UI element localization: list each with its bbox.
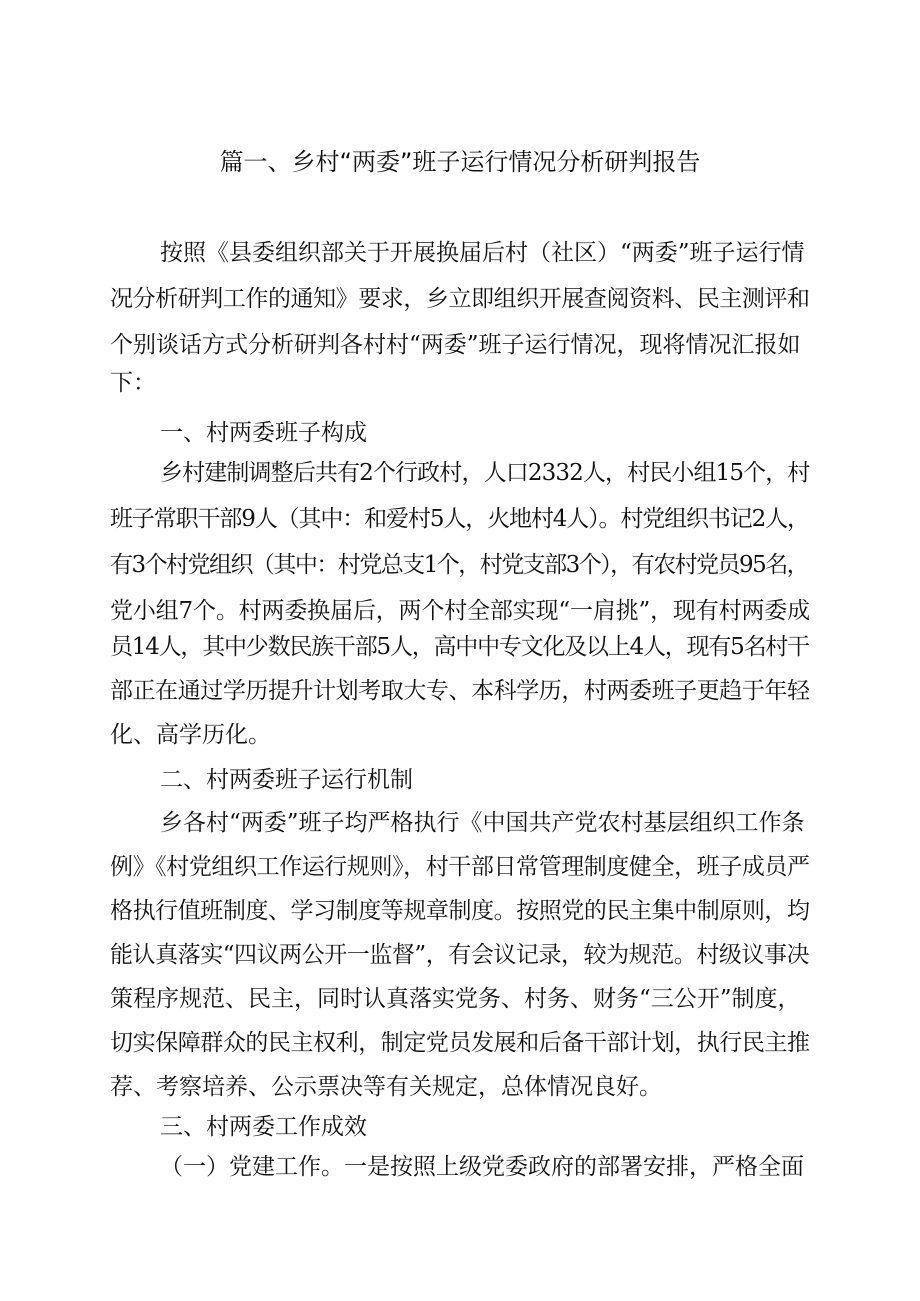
paragraph-line: 格执行值班制度、学习制度等规章制度。按照党的民主集中制原则，均 [110, 898, 810, 924]
paragraph-line: 况分析研判工作的通知》要求，乡立即组织开展查阅资料、民主测评和 [110, 286, 810, 312]
paragraph-line: 例》《村党组织工作运行规则》，村干部日常管理制度健全，班子成员严 [110, 854, 810, 880]
paragraph-line: 切实保障群众的民主权利，制定党员发展和后备干部计划，执行民主推 [110, 1030, 810, 1056]
paragraph-line: 员14人，其中少数民族干部5人，高中中专文化及以上4人，现有5名村干 [110, 634, 809, 660]
paragraph-line: 部正在通过学历提升计划考取大专、本科学历，村两委班子更趋于年轻 [110, 678, 810, 704]
paragraph-line: 有3个村党组织（其中：村党总支1个，村党支部3个），有农村党员95名， [110, 552, 809, 578]
paragraph-line: 班子常职干部9人（其中：和爱村5人，火地村4人）。村党组织书记2人， [110, 506, 809, 532]
section-heading-2: 二、村两委班子运行机制 [160, 767, 413, 793]
paragraph-line: 个别谈话方式分析研判各村村“两委”班子运行情况，现将情况汇报如 [110, 332, 801, 358]
paragraph-line: 策程序规范、民主，同时认真落实党务、村务、财务“三公开”制度， [110, 986, 801, 1012]
paragraph-line: 化、高学历化。 [110, 722, 271, 748]
section-heading-1: 一、村两委班子构成 [160, 420, 367, 446]
paragraph-line: 荐、考察培养、公示票决等有关规定，总体情况良好。 [110, 1074, 662, 1100]
paragraph-line: 党小组7个。村两委换届后，两个村全部实现“一肩挑”，现有村两委成 [110, 598, 810, 624]
paragraph-line: 乡各村“两委”班子均严格执行《中国共产党农村基层组织工作条 [160, 810, 805, 836]
paragraph-line: 下： [110, 370, 156, 396]
paragraph-line: 能认真落实“四议两公开一监督”，有会议记录，较为规范。村级议事决 [110, 942, 810, 968]
section-heading-3: 三、村两委工作成效 [160, 1114, 367, 1140]
document-title: 篇一、乡村“两委”班子运行情况分析研判报告 [219, 148, 701, 176]
paragraph-line: 乡村建制调整后共有2个行政村，人口2332人，村民小组15个，村 [160, 460, 810, 486]
paragraph-line: （一）党建工作。一是按照上级党委政府的部署安排，严格全面 [160, 1154, 804, 1180]
paragraph-line: 按照《县委组织部关于开展换届后村（社区）“两委”班子运行情 [160, 240, 805, 266]
